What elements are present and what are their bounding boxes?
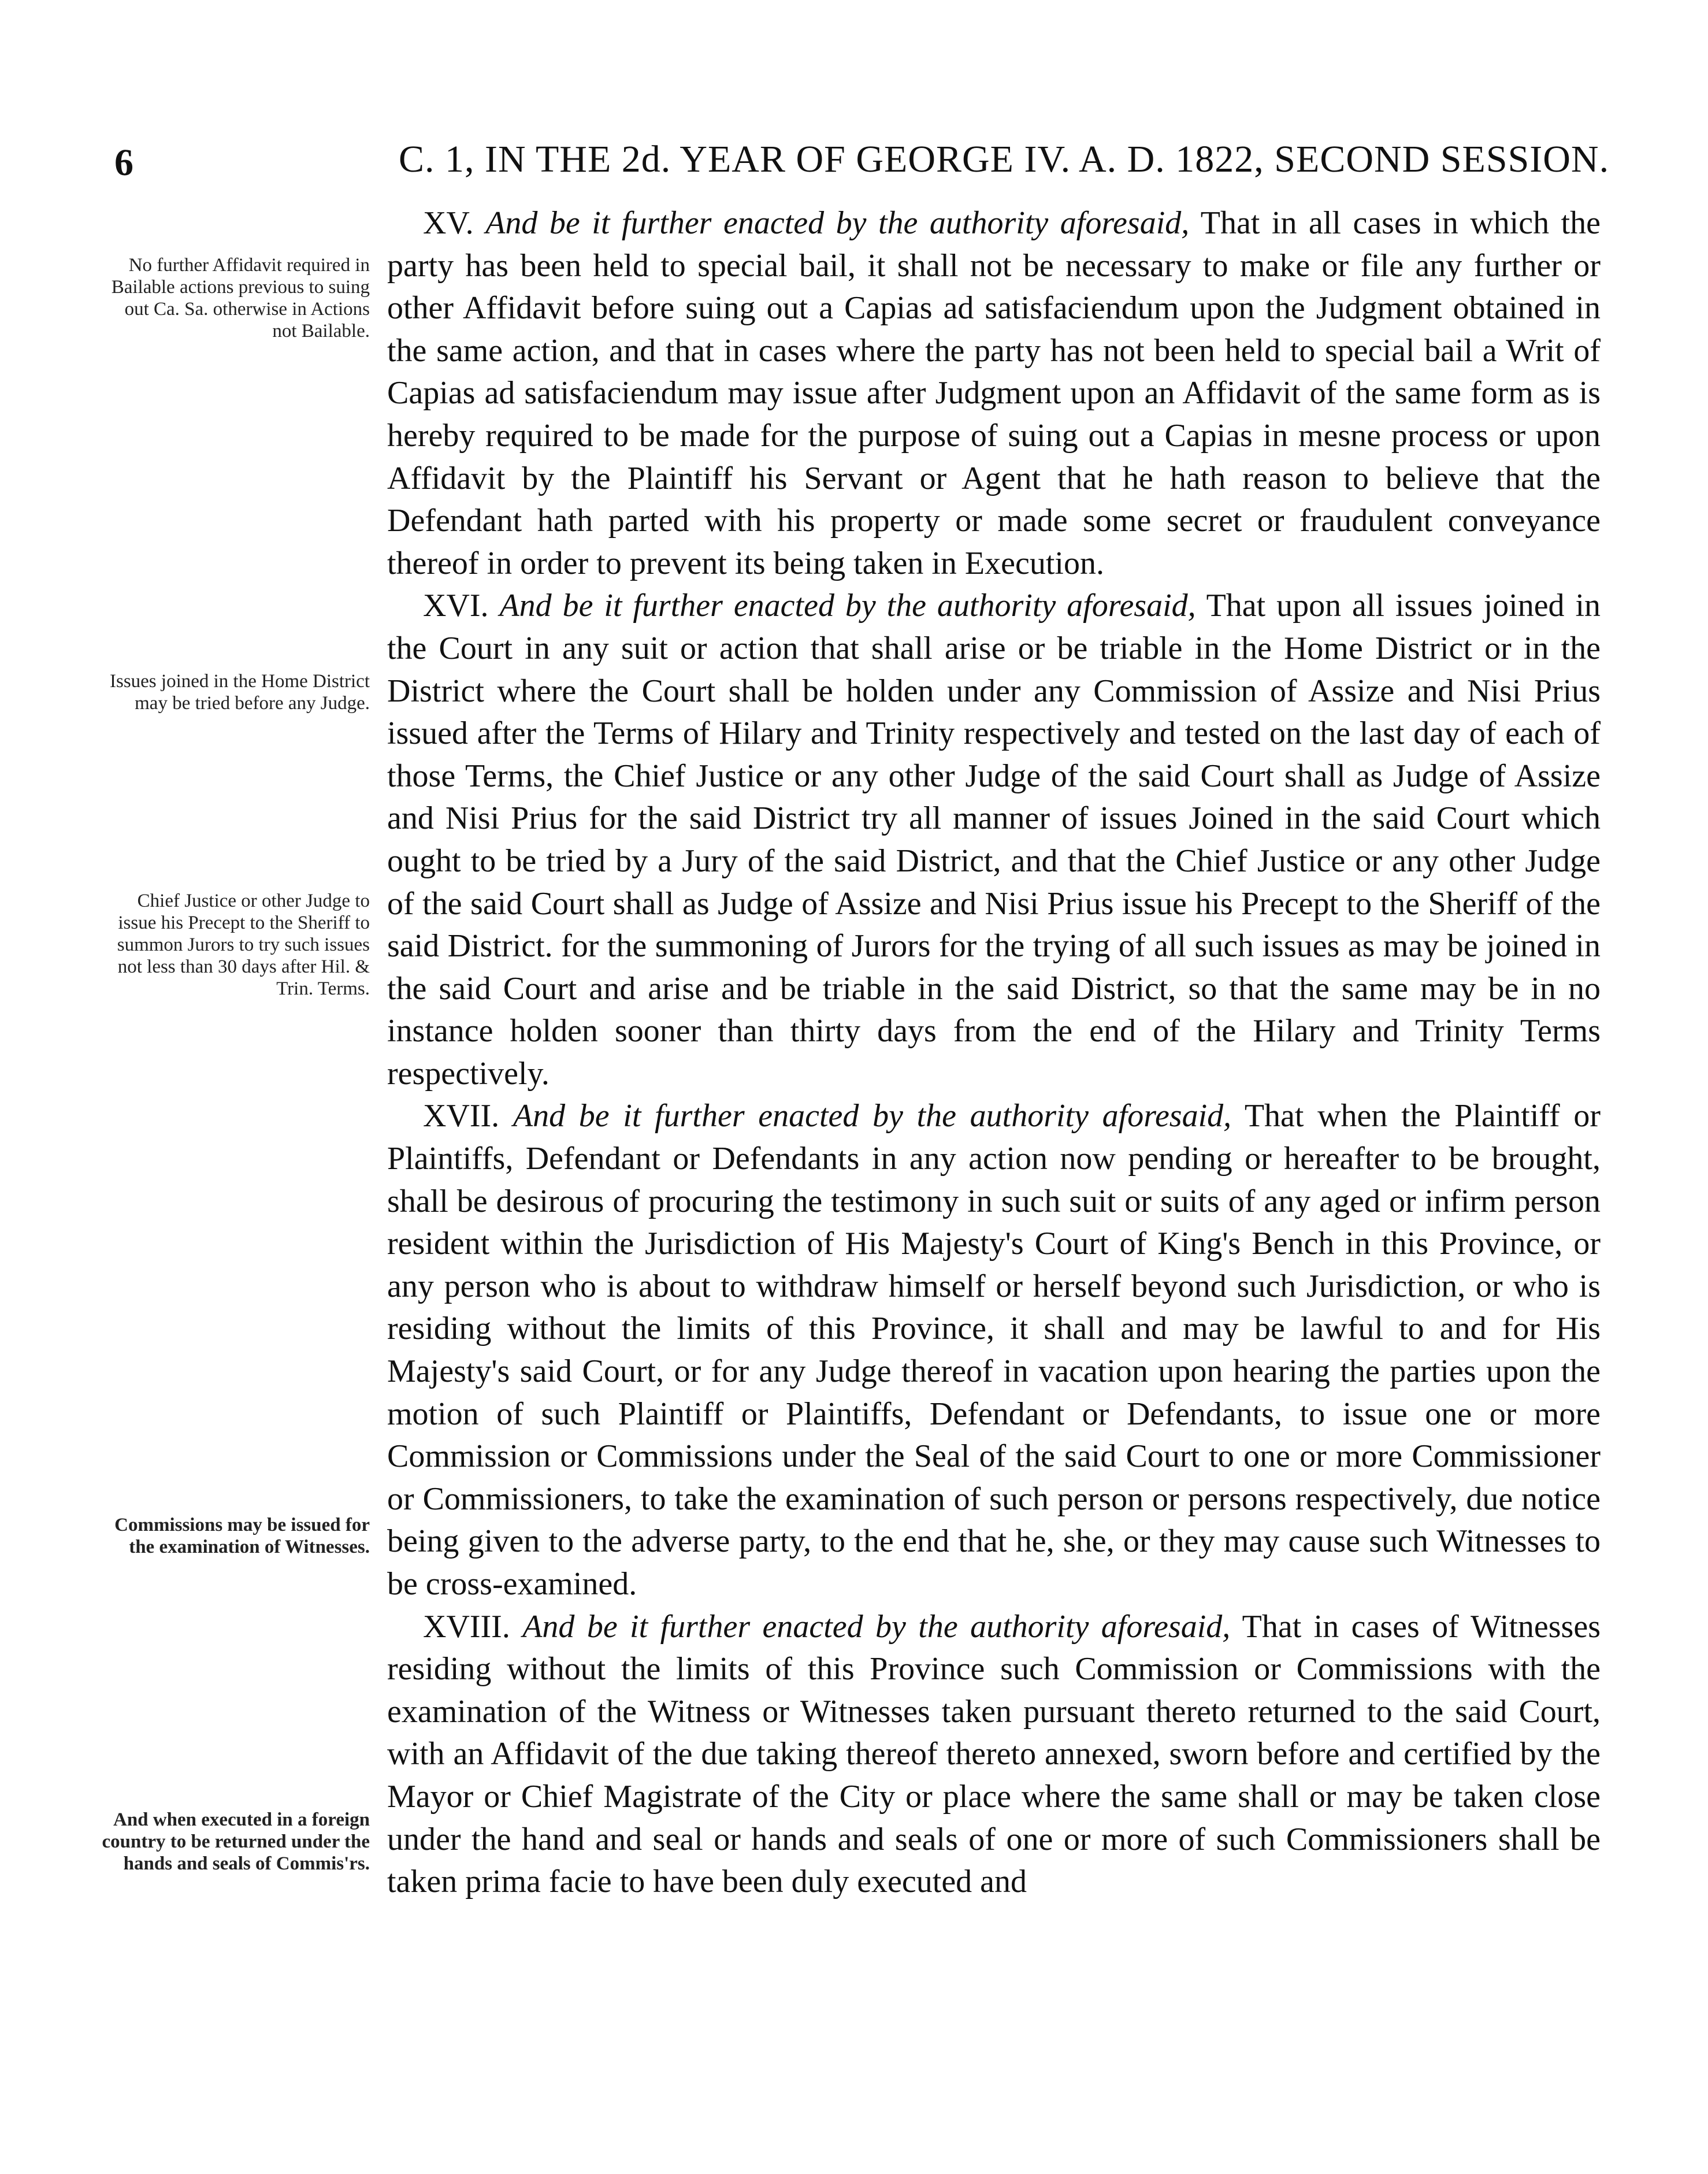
enacting-clause: And be it further enacted by the authority aforesaid, — [522, 1608, 1231, 1645]
section-xvii — [387, 1095, 1601, 1605]
section-number: XV. — [423, 205, 474, 241]
enacting-clause: And be it further enacted by the authority aforesaid, — [485, 205, 1190, 241]
section-text: That in cases of Witnesses residing without the limits of this Province such Commission or Commissions with the examination of the Witness or Witnesses taken pursuant thereto returned to the said Court, with an Affidavit of the due taking thereof thereto annexed, sworn before and certified by the Mayor or Chief Magistrate of the City or place where the same shall or may be taken close under the hand and seal or hands and seals of one or more of such Commissioners shall be taken prima facie to have been duly executed and — [387, 1608, 1601, 1900]
section-xvi — [387, 585, 1601, 1095]
marginal-note: Issues joined in the Home District may be tried before any Judge. — [109, 671, 370, 714]
section-text: That in all cases in which the party has been held to special bail, it shall not be necessary to make or file any further or other Affidavit before suing out a Capias ad satisfaciendum upon the Judgment obtained in the same action, and that in cases where the party has not been held to special bail a Writ of Capias ad satisfaciendum may issue after Judgment upon an Affidavit of the same form as is hereby required to be made for the purpose of suing out a Capias in mesne process or upon Affidavit by the Plaintiff his Servant or Agent that he hath reason to believe that the Defendant hath parted with his property or made some secret or fraudulent conveyance thereof in order to prevent its being taken in Execution. — [387, 205, 1601, 581]
page-number: 6 — [114, 142, 133, 184]
marginal-note: Chief Justice or other Judge to issue his Precept to the Sheriff to summon Jurors to try such issues not less than 30 days after Hil. & Trin. Terms. — [117, 891, 370, 999]
section-number: XVII. — [423, 1098, 500, 1134]
page-header — [110, 138, 1610, 190]
marginal-note: Commissions may be issued for the examination of Witnesses. — [114, 1515, 370, 1557]
statute-body — [387, 202, 1601, 1904]
marginal-note: No further Affidavit required in Bailable actions previous to suing out Ca. Sa. otherwise in Actions not Bailable. — [111, 255, 370, 342]
section-xv — [387, 202, 1601, 585]
section-text: That upon all issues joined in the Court in any suit or action that shall arise or be triable in the Home District or in the District where the Court shall be holden under any Commission of Assize and Nisi Prius issued after the Terms of Hilary and Trinity respectively and tested on the last day of each of those Terms, the Chief Justice or any other Judge of the said Court shall as Judge of Assize and Nisi Prius for the said District try all manner of issues Joined in the said Court which ought to be tried by a Jury of the said District, and that the Chief Justice or any other Judge of the said Court shall as Judge of Assize and Nisi Prius issue his Precept to the Sheriff of the said District. for the summoning of Jurors for the trying of all such issues as may be joined in the said Court and arise and be triable in the said District, so that the same may be in no instance holden sooner than thirty days from the end of the Hilary and Trinity Terms respectively. — [387, 588, 1601, 1092]
marginal-note: And when executed in a foreign country to be returned under the hands and seals of Commis'rs. — [102, 1809, 370, 1874]
section-number: XVI. — [423, 588, 489, 624]
section-xviii — [387, 1606, 1601, 1904]
section-text: That when the Plaintiff or Plaintiffs, Defendant or Defendants in any action now pending or hereafter to be brought, shall be desirous of procuring the testimony in such suit or suits of any aged or infirm person resident within the Jurisdiction of His Majesty's Court of King's Bench in this Province, or any person who is about to withdraw himself or herself beyond such Jurisdiction, or who is residing without the limits of this Province, it shall and may be lawful to and for His Majesty's said Court, or for any Judge thereof in vacation upon hearing the parties upon the motion of such Plaintiff or Plaintiffs, Defendant or Defendants, to issue one or more Commission or Commissions under the Seal of the said Court to one or more Commissioner or Commissioners, to take the examination of such person or persons respectively, due notice being given to the adverse party, to the end that he, she, or they may cause such Witnesses to be cross-examined. — [387, 1098, 1601, 1602]
enacting-clause: And be it further enacted by the authority aforesaid, — [513, 1098, 1232, 1134]
enacting-clause: And be it further enacted by the authority aforesaid, — [499, 588, 1196, 624]
running-head: C. 1, IN THE 2d. YEAR OF GEORGE IV. A. D. 1822, SECOND SESSION. — [399, 138, 1610, 180]
section-number: XVIII. — [423, 1608, 510, 1645]
